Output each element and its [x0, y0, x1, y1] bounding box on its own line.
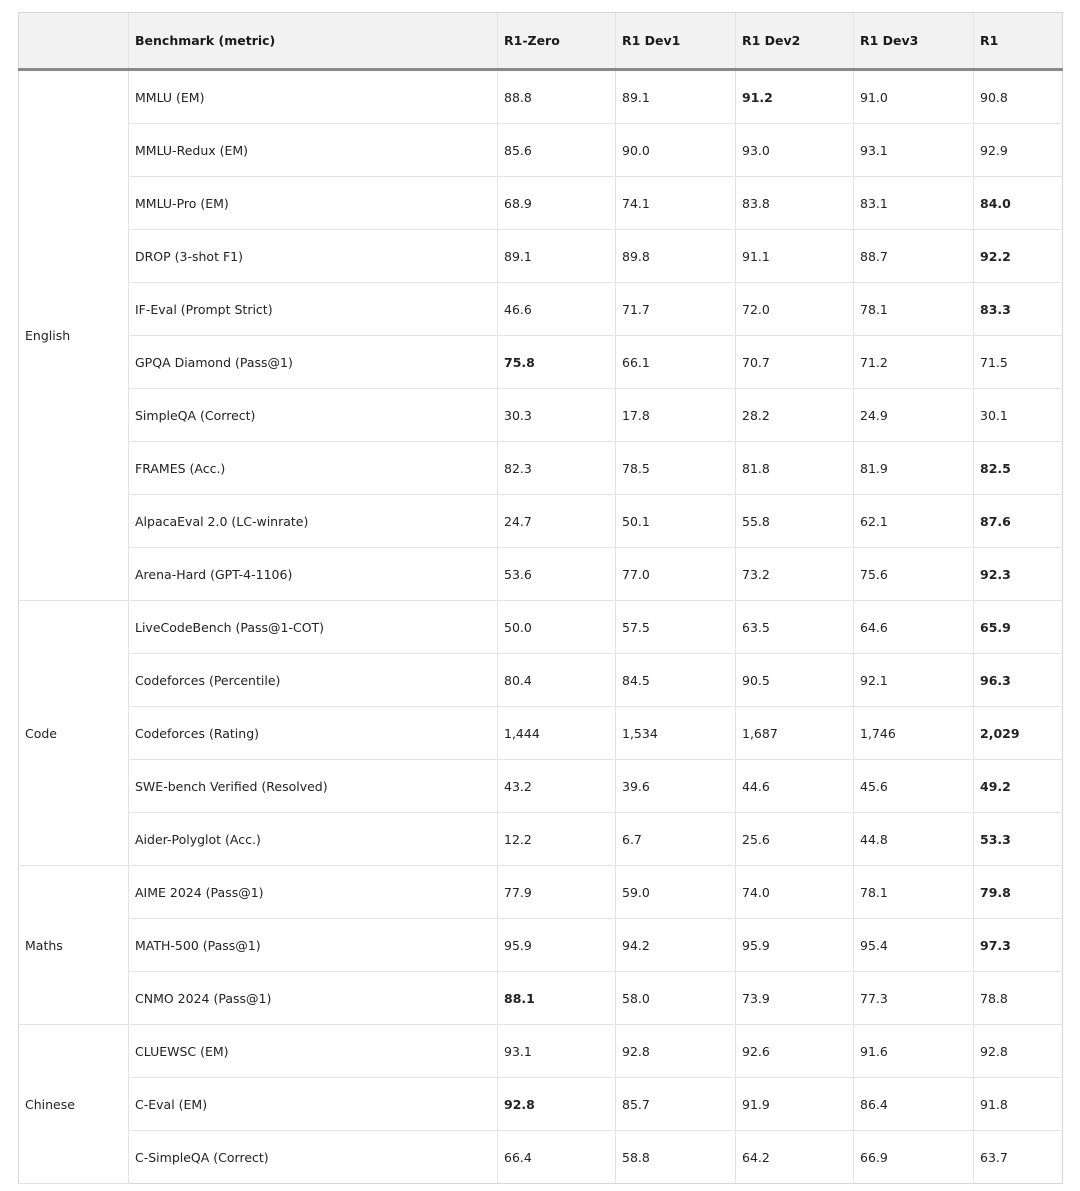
table-body	[19, 70, 1063, 1184]
value-cell-r1: 92.8	[974, 1025, 1063, 1078]
value-cell-r1-dev2: 91.1	[736, 230, 854, 283]
category-cell: English	[19, 70, 129, 601]
value-cell-r1-dev3: 81.9	[854, 442, 974, 495]
value-cell-r1-zero: 77.9	[498, 866, 616, 919]
table-row	[19, 760, 1063, 813]
header-r1: R1	[974, 13, 1063, 70]
value-cell-r1-dev3: 91.6	[854, 1025, 974, 1078]
value-cell-r1-dev1: 84.5	[616, 654, 736, 707]
value-cell-r1: 78.8	[974, 972, 1063, 1025]
value-cell-r1-zero: 92.8	[498, 1078, 616, 1131]
benchmark-cell: MMLU-Pro (EM)	[129, 177, 498, 230]
value-cell-r1-dev1: 50.1	[616, 495, 736, 548]
value-cell-r1-dev1: 58.8	[616, 1131, 736, 1184]
value-cell-r1-dev2: 74.0	[736, 866, 854, 919]
value-cell-r1-zero: 43.2	[498, 760, 616, 813]
benchmark-cell: FRAMES (Acc.)	[129, 442, 498, 495]
value-cell-r1: 83.3	[974, 283, 1063, 336]
value-cell-r1-dev2: 64.2	[736, 1131, 854, 1184]
table-row	[19, 1078, 1063, 1131]
table-row	[19, 124, 1063, 177]
benchmark-cell: C-Eval (EM)	[129, 1078, 498, 1131]
benchmark-cell: Codeforces (Rating)	[129, 707, 498, 760]
benchmark-cell: IF-Eval (Prompt Strict)	[129, 283, 498, 336]
table-row	[19, 389, 1063, 442]
value-cell-r1: 2,029	[974, 707, 1063, 760]
value-cell-r1: 91.8	[974, 1078, 1063, 1131]
benchmark-table	[18, 12, 1063, 1184]
table-row	[19, 919, 1063, 972]
value-cell-r1-dev3: 1,746	[854, 707, 974, 760]
value-cell-r1: 97.3	[974, 919, 1063, 972]
value-cell-r1-dev2: 90.5	[736, 654, 854, 707]
value-cell-r1: 82.5	[974, 442, 1063, 495]
value-cell-r1-dev3: 45.6	[854, 760, 974, 813]
value-cell-r1-zero: 88.1	[498, 972, 616, 1025]
category-cell: Maths	[19, 866, 129, 1025]
benchmark-table-container	[18, 12, 1062, 1184]
table-row	[19, 707, 1063, 760]
value-cell-r1: 65.9	[974, 601, 1063, 654]
benchmark-cell: AIME 2024 (Pass@1)	[129, 866, 498, 919]
value-cell-r1-zero: 30.3	[498, 389, 616, 442]
value-cell-r1-dev1: 92.8	[616, 1025, 736, 1078]
benchmark-cell: SWE-bench Verified (Resolved)	[129, 760, 498, 813]
value-cell-r1-zero: 24.7	[498, 495, 616, 548]
table-header	[19, 13, 1063, 70]
benchmark-cell: DROP (3-shot F1)	[129, 230, 498, 283]
table-row	[19, 283, 1063, 336]
header-row	[19, 13, 1063, 70]
value-cell-r1-dev1: 71.7	[616, 283, 736, 336]
value-cell-r1-dev2: 81.8	[736, 442, 854, 495]
benchmark-cell: AlpacaEval 2.0 (LC-winrate)	[129, 495, 498, 548]
table-row	[19, 1131, 1063, 1184]
benchmark-cell: MMLU-Redux (EM)	[129, 124, 498, 177]
value-cell-r1-dev3: 83.1	[854, 177, 974, 230]
benchmark-cell: Aider-Polyglot (Acc.)	[129, 813, 498, 866]
value-cell-r1: 53.3	[974, 813, 1063, 866]
value-cell-r1-zero: 66.4	[498, 1131, 616, 1184]
value-cell-r1-dev3: 75.6	[854, 548, 974, 601]
table-row	[19, 601, 1063, 654]
table-row	[19, 336, 1063, 389]
value-cell-r1-dev1: 59.0	[616, 866, 736, 919]
value-cell-r1-dev2: 44.6	[736, 760, 854, 813]
benchmark-cell: Codeforces (Percentile)	[129, 654, 498, 707]
value-cell-r1-dev1: 74.1	[616, 177, 736, 230]
value-cell-r1: 87.6	[974, 495, 1063, 548]
table-row	[19, 177, 1063, 230]
value-cell-r1-dev3: 64.6	[854, 601, 974, 654]
value-cell-r1-zero: 50.0	[498, 601, 616, 654]
value-cell-r1-dev3: 78.1	[854, 866, 974, 919]
value-cell-r1-dev3: 62.1	[854, 495, 974, 548]
table-row	[19, 866, 1063, 919]
category-cell: Code	[19, 601, 129, 866]
value-cell-r1-dev2: 72.0	[736, 283, 854, 336]
value-cell-r1-zero: 82.3	[498, 442, 616, 495]
value-cell-r1-zero: 12.2	[498, 813, 616, 866]
value-cell-r1-dev1: 58.0	[616, 972, 736, 1025]
benchmark-cell: Arena-Hard (GPT-4-1106)	[129, 548, 498, 601]
value-cell-r1: 96.3	[974, 654, 1063, 707]
header-benchmark: Benchmark (metric)	[129, 13, 498, 70]
header-r1-dev1: R1 Dev1	[616, 13, 736, 70]
header-r1-dev2: R1 Dev2	[736, 13, 854, 70]
value-cell-r1-dev3: 44.8	[854, 813, 974, 866]
value-cell-r1: 92.9	[974, 124, 1063, 177]
value-cell-r1-dev1: 78.5	[616, 442, 736, 495]
benchmark-cell: SimpleQA (Correct)	[129, 389, 498, 442]
value-cell-r1-dev1: 57.5	[616, 601, 736, 654]
value-cell-r1-dev1: 94.2	[616, 919, 736, 972]
value-cell-r1-dev3: 95.4	[854, 919, 974, 972]
value-cell-r1-dev2: 73.9	[736, 972, 854, 1025]
value-cell-r1-dev2: 83.8	[736, 177, 854, 230]
value-cell-r1-dev3: 86.4	[854, 1078, 974, 1131]
value-cell-r1-dev2: 28.2	[736, 389, 854, 442]
table-row	[19, 495, 1063, 548]
value-cell-r1-zero: 80.4	[498, 654, 616, 707]
table-row	[19, 654, 1063, 707]
value-cell-r1: 71.5	[974, 336, 1063, 389]
value-cell-r1-dev2: 25.6	[736, 813, 854, 866]
value-cell-r1-zero: 93.1	[498, 1025, 616, 1078]
value-cell-r1-dev2: 73.2	[736, 548, 854, 601]
value-cell-r1: 84.0	[974, 177, 1063, 230]
value-cell-r1-zero: 46.6	[498, 283, 616, 336]
value-cell-r1-dev3: 66.9	[854, 1131, 974, 1184]
value-cell-r1-dev3: 77.3	[854, 972, 974, 1025]
benchmark-cell: LiveCodeBench (Pass@1-COT)	[129, 601, 498, 654]
value-cell-r1: 49.2	[974, 760, 1063, 813]
category-cell: Chinese	[19, 1025, 129, 1184]
value-cell-r1-dev3: 92.1	[854, 654, 974, 707]
header-r1-zero: R1-Zero	[498, 13, 616, 70]
value-cell-r1-dev2: 91.9	[736, 1078, 854, 1131]
benchmark-cell: C-SimpleQA (Correct)	[129, 1131, 498, 1184]
benchmark-cell: GPQA Diamond (Pass@1)	[129, 336, 498, 389]
value-cell-r1-dev1: 89.1	[616, 70, 736, 124]
value-cell-r1: 79.8	[974, 866, 1063, 919]
value-cell-r1-dev1: 77.0	[616, 548, 736, 601]
value-cell-r1: 92.2	[974, 230, 1063, 283]
value-cell-r1-dev2: 91.2	[736, 70, 854, 124]
value-cell-r1-dev1: 66.1	[616, 336, 736, 389]
value-cell-r1-dev2: 1,687	[736, 707, 854, 760]
benchmark-cell: CNMO 2024 (Pass@1)	[129, 972, 498, 1025]
value-cell-r1-zero: 53.6	[498, 548, 616, 601]
value-cell-r1: 90.8	[974, 70, 1063, 124]
value-cell-r1-dev2: 95.9	[736, 919, 854, 972]
value-cell-r1-dev3: 24.9	[854, 389, 974, 442]
table-row	[19, 442, 1063, 495]
table-row	[19, 70, 1063, 124]
value-cell-r1-dev3: 71.2	[854, 336, 974, 389]
value-cell-r1: 92.3	[974, 548, 1063, 601]
value-cell-r1-dev1: 89.8	[616, 230, 736, 283]
table-row	[19, 972, 1063, 1025]
table-row	[19, 230, 1063, 283]
benchmark-cell: CLUEWSC (EM)	[129, 1025, 498, 1078]
value-cell-r1-zero: 75.8	[498, 336, 616, 389]
header-category	[19, 13, 129, 70]
value-cell-r1-dev2: 63.5	[736, 601, 854, 654]
value-cell-r1-dev1: 39.6	[616, 760, 736, 813]
value-cell-r1-dev3: 93.1	[854, 124, 974, 177]
value-cell-r1-dev3: 91.0	[854, 70, 974, 124]
value-cell-r1-zero: 88.8	[498, 70, 616, 124]
benchmark-cell: MMLU (EM)	[129, 70, 498, 124]
value-cell-r1-zero: 89.1	[498, 230, 616, 283]
value-cell-r1-dev1: 17.8	[616, 389, 736, 442]
value-cell-r1-dev2: 92.6	[736, 1025, 854, 1078]
value-cell-r1-zero: 85.6	[498, 124, 616, 177]
table-row	[19, 813, 1063, 866]
value-cell-r1-dev1: 90.0	[616, 124, 736, 177]
table-row	[19, 1025, 1063, 1078]
value-cell-r1-zero: 1,444	[498, 707, 616, 760]
value-cell-r1-dev1: 1,534	[616, 707, 736, 760]
value-cell-r1: 63.7	[974, 1131, 1063, 1184]
value-cell-r1-dev3: 78.1	[854, 283, 974, 336]
value-cell-r1-dev2: 70.7	[736, 336, 854, 389]
value-cell-r1: 30.1	[974, 389, 1063, 442]
benchmark-cell: MATH-500 (Pass@1)	[129, 919, 498, 972]
value-cell-r1-dev2: 93.0	[736, 124, 854, 177]
value-cell-r1-dev2: 55.8	[736, 495, 854, 548]
value-cell-r1-dev3: 88.7	[854, 230, 974, 283]
value-cell-r1-zero: 68.9	[498, 177, 616, 230]
value-cell-r1-dev1: 85.7	[616, 1078, 736, 1131]
header-r1-dev3: R1 Dev3	[854, 13, 974, 70]
table-row	[19, 548, 1063, 601]
value-cell-r1-dev1: 6.7	[616, 813, 736, 866]
value-cell-r1-zero: 95.9	[498, 919, 616, 972]
